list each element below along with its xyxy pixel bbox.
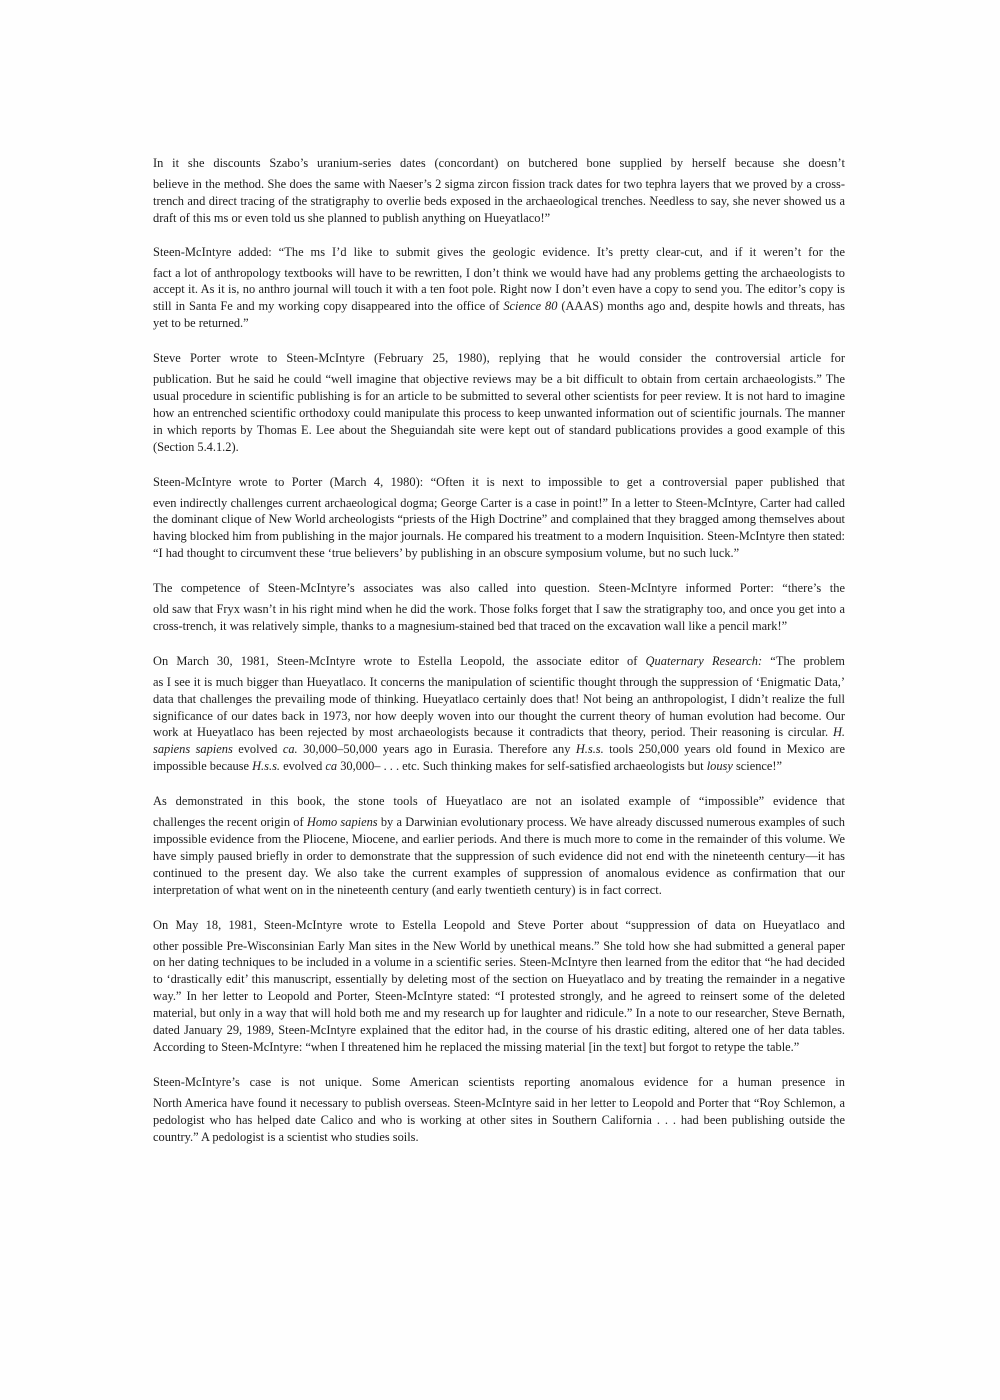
italic-text: Homo sapiens: [306, 815, 378, 830]
paragraph-body: old saw that Fryx wasn’t in his right mind when he did the work. Those folks forget that I saw the stratigraphy too, and once you get into a cross-trench, it was relatively simple, thanks to a magnesium-stained bed that traced on the excavation wall like a pencil mark!”: [153, 602, 845, 633]
paragraph-first-line: On May 18, 1981, Steen-McIntyre wrote to Estella Leopold and Steve Porter about “suppression of data on Hueyatlaco and: [153, 917, 845, 932]
italic-text: H. sapiens sapiens: [153, 725, 845, 757]
paragraph-first-line: On March 30, 1981, Steen-McIntyre wrote to Estella Leopold, the associate editor of Quaternary Research: “The problem: [153, 653, 845, 668]
paragraph-first-line: As demonstrated in this book, the stone tools of Hueyatlaco are not an isolated example of “impossible” evidence that: [153, 794, 845, 809]
paragraph-porter-reply: [153, 350, 845, 455]
paragraph-publishing-overseas: [153, 1074, 845, 1146]
paragraph-geologic-evidence: [153, 244, 845, 333]
paragraph-carter-case: [153, 474, 845, 563]
paragraph-first-line: Steen-McIntyre’s case is not unique. Some American scientists reporting anomalous evidence for a human presence in: [153, 1074, 845, 1089]
paragraph-leopold-letter: [153, 653, 845, 775]
paragraph-body: fact a lot of anthropology textbooks will have to be rewritten, I don’t think we would have had any problems getting the archaeologists to accept it. As it is, no anthro journal will touch it with a ten foot pole. Right now I don’t even have a copy to send you. The editor’s copy is still in Santa Fe and my working copy disappeared into the office of Science 80 (AAAS) months ago and, despite howls and threats, has yet to be returned.”: [153, 265, 845, 331]
paragraph-first-line: Steen-McIntyre added: “The ms I’d like to submit gives the geologic evidence. It’s pretty clear-cut, and if it weren’t for the: [153, 244, 845, 259]
paragraph-body: other possible Pre-Wisconsinian Early Man sites in the New World by unethical means.” She told how she had submitted a general paper on her dating techniques to be included in a volume in a scientific series. Steen-McIntyre then learned from the editor that “he had decided to ‘drastically edit’ this manuscript, essentially by deleting most of the section on Hueyatlaco and by treating the remainder in a negative way.” In her letter to Leopold and Porter, Steen-McIntyre stated: “I protested strongly, and he agreed to reinsert some of the deleted material, but only in a way that will hold both me and my research up for laughter and ridicule.” In a note to our researcher, Steve Bernath, dated January 29, 1989, Steen-McIntyre explained that the editor had, in the course of his drastic editing, altered one of her data tables. According to Steen-McIntyre: “when I threatened him he replaced the missing material [in the text] but forgot to retype the table.”: [153, 938, 845, 1054]
italic-text: lousy: [706, 759, 733, 774]
paragraph-first-line: Steen-McIntyre wrote to Porter (March 4, 1980): “Often it is next to impossible to get a controversial paper published that: [153, 474, 845, 489]
paragraph-first-line: In it she discounts Szabo’s uranium-series dates (concordant) on butchered bone supplied by herself because she doesn’t: [153, 156, 845, 170]
paragraph-body: North America have found it necessary to publish overseas. Steen-McIntyre said in her letter to Leopold and Porter that “Roy Schlemon, a pedologist who has helped date Calico and who is working at other sites in Southern California . . . had been publishing outside the country.” A pedologist is a scientist who studies soils.: [153, 1095, 845, 1144]
paragraph-body: believe in the method. She does the same with Naeser’s 2 sigma zircon fission track dates for two tephra layers that we proved by a cross-trench and direct tracing of the stratigraphy to overlie beds exposed in the archaeological trenches. Needless to say, she never showed us a draft of this ms or even told us she planned to publish anything on Hueyatlaco!”: [153, 176, 845, 225]
document-page: [153, 155, 845, 1165]
paragraph-body: publication. But he said he could “well imagine that objective reviews may be a bit difficult to obtain from certain archaeologists.” The usual procedure in scientific publishing is for an article to be submitted to several other scientists for peer review. It is not hard to imagine how an entrenched scientific orthodoxy could manipulate this process to keep unwanted information out of scientific journals. The manner in which reports by Thomas E. Lee about the Sheguiandah site were kept out of standard publications provides a good example of this (Section 5.4.1.2).: [153, 372, 845, 454]
paragraph-first-line: The competence of Steen-McIntyre’s associates was also called into question. Steen-McIntyre informed Porter: “there’s the: [153, 581, 845, 596]
paragraph-associates-competence: [153, 580, 845, 635]
paragraph-body: even indirectly challenges current archaeological dogma; George Carter is a case in point!” In a letter to Steen-McIntyre, Carter had called the dominant clique of New World archeologists “priests of the High Doctrine” and complained that they bragged among themselves about having blocked him from publishing in the major journals. He compared his treatment to a modern Inquisition. Steen-McIntyre then stated: “I had thought to circumvent these ‘true believers’ by publishing in an obscure symposium volume, but no such luck.”: [153, 495, 845, 561]
paragraph-szabo-dates: [153, 155, 845, 227]
italic-text: ca.: [282, 742, 298, 757]
italic-text: Quaternary Research:: [645, 653, 763, 668]
paragraph-body: as I see it is much bigger than Hueyatlaco. It concerns the manipulation of scientific thought through the suppression of ‘Enigmatic Data,’ data that challenges the prevailing mode of thinking. Hueyatlaco certainly does that! Not being an anthropologist, I didn’t realize the full significance of our dates back in 1973, nor how deeply woven into our thought the current theory of human evolution had become. Our work at Hueyatlaco has been rejected by most archaeologists because it contradicts that theory, period. Their reasoning is circular. H. sapiens sapiens evolved ca. 30,000–50,000 years ago in Eurasia. Therefore any H.s.s. tools 250,000 years old found in Mexico are impossible because H.s.s. evolved ca 30,000– . . . etc. Such thinking makes for self-satisfied archaeologists but lousy science!”: [153, 674, 845, 774]
paragraph-body: challenges the recent origin of Homo sapiens by a Darwinian evolutionary process. We have already discussed numerous examples of such impossible evidence from the Pliocene, Miocene, and earlier periods. And there is much more to come in the remainder of this volume. We have simply paused briefly in order to demonstrate that the suppression of such evidence did not end with the nineteenth century—it has continued to the present day. We also take the current examples of suppression of anomalous evidence as confirmation that our interpretation of what went on in the nineteenth century (and early twentieth century) is in fact correct.: [153, 815, 845, 897]
italic-text: ca: [325, 759, 338, 774]
paragraph-first-line: Steve Porter wrote to Steen-McIntyre (February 25, 1980), replying that he would consider the controversial article for: [153, 351, 845, 366]
italic-text: H.s.s.: [252, 759, 280, 774]
paragraph-suppression-of-data: [153, 917, 845, 1056]
italic-text: H.s.s.: [575, 742, 604, 757]
italic-text: Science 80: [503, 299, 558, 314]
paragraph-impossible-evidence: [153, 793, 845, 898]
